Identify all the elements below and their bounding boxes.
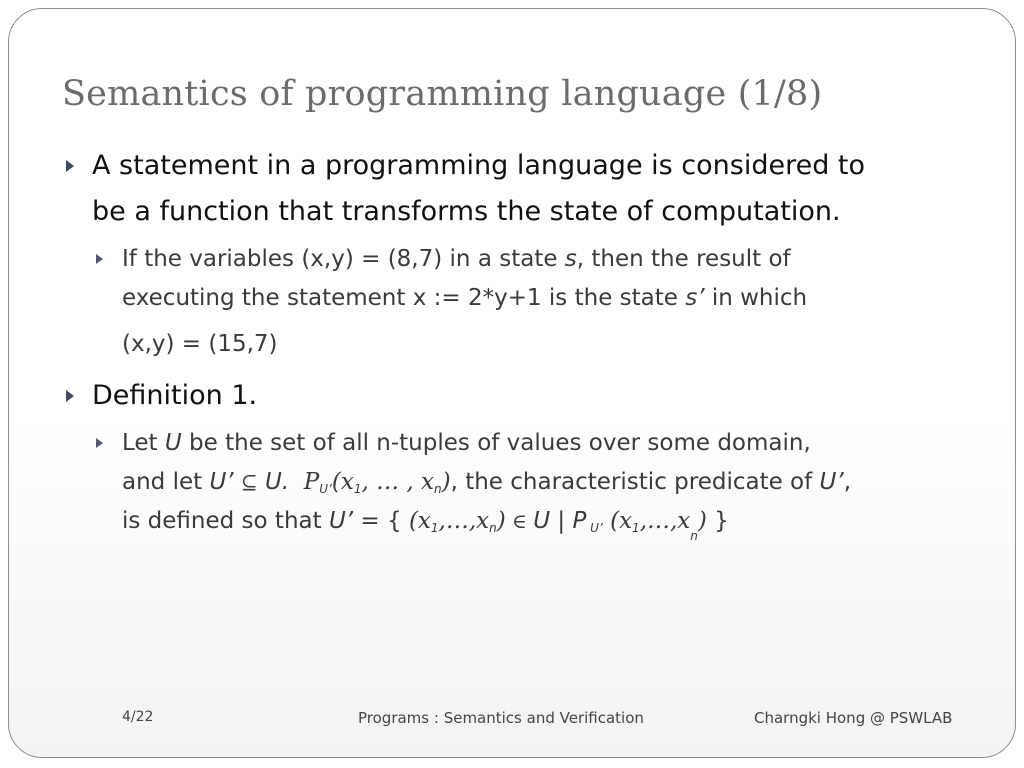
set-u: U [164, 430, 182, 456]
sub-bullet-1-line-1 [122, 240, 791, 279]
subset-symbol: ⊆ [240, 470, 258, 494]
subscript: 1 [353, 482, 362, 496]
bullet-2-line-1: Definition 1. [92, 380, 258, 411]
text-run: } [706, 508, 729, 534]
bullet-1-line-1: A statement in a programming language is considered to [92, 150, 866, 181]
set-u-prime: U’ [328, 508, 354, 534]
set-u-prime: U’ [819, 469, 844, 495]
math-run: (x [331, 469, 354, 495]
sub-bullet-2-line-3 [122, 502, 729, 556]
state-s-prime: s’ [685, 285, 705, 311]
text-run: U | [533, 508, 573, 534]
set-u-prime: U’ [209, 469, 241, 495]
state-s: s [564, 246, 577, 272]
course-title: Programs : Semantics and Verification [358, 709, 644, 727]
math-run: ) [697, 508, 707, 534]
text-run: in which [704, 285, 808, 311]
sub-bullet-1-line-2 [122, 279, 807, 318]
text-run: , the characteristic predicate of [450, 469, 820, 495]
bullet-arrow-icon [66, 160, 74, 172]
author-credit: Charngki Hong @ PSWLAB [754, 709, 953, 727]
predicate-p: P [303, 469, 320, 495]
sub-bullet-arrow-icon [96, 254, 103, 264]
math-run: ) [441, 469, 451, 495]
subscript: n [434, 482, 442, 496]
predicate-subscript: U’ [319, 482, 332, 496]
bullet-arrow-icon [66, 390, 74, 402]
math-run: (x [602, 508, 633, 534]
page-number: 4/22 [122, 709, 154, 725]
sub-bullet-2-line-1 [122, 424, 811, 463]
math-run: ) [496, 508, 506, 534]
math-run: (x [408, 508, 431, 534]
subscript: n [690, 529, 698, 543]
sub-bullet-1-line-3: (x,y) = (15,7) [122, 331, 278, 357]
math-run: , … , x [361, 469, 434, 495]
text-run: and let [122, 469, 210, 495]
text-run: be the set of all n-tuples of values over some domain, [181, 430, 811, 456]
text-run: , [843, 469, 852, 495]
predicate-p: P [572, 508, 587, 534]
math-run: ,…,x [438, 508, 490, 534]
text-run: is defined so that [122, 508, 329, 534]
set-u: U. [257, 469, 290, 495]
text-run: = { [353, 508, 409, 534]
bullet-1-line-2: be a function that transforms the state of computation. [92, 196, 841, 227]
sub-bullet-arrow-icon [96, 438, 103, 448]
text-run: , then the result of [576, 246, 791, 272]
text-run: Let [122, 430, 165, 456]
subscript: n [489, 521, 497, 535]
subscript: 1 [632, 521, 640, 535]
predicate-subscript: U’ [586, 521, 603, 535]
subscript: 1 [430, 521, 439, 535]
slide-title: Semantics of programming language (1/8) [62, 74, 823, 114]
text-run: If the variables (x,y) = (8,7) in a state [122, 246, 565, 272]
math-run: ,…,x [639, 508, 691, 534]
text-run: executing the statement x := 2*y+1 is the state [122, 285, 686, 311]
element-of-symbol: ∈ [505, 509, 534, 533]
